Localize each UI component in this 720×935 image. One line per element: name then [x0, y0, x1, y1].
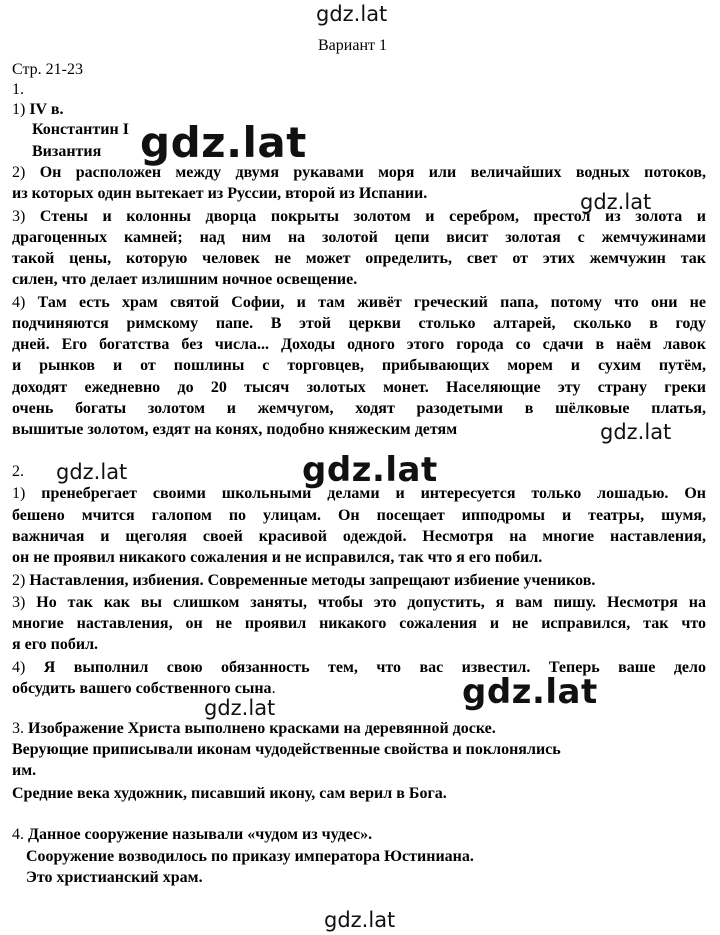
page-range: Стр. 21-23 — [12, 61, 83, 78]
task-number: 2. — [12, 463, 24, 480]
watermark: gdz.lat — [204, 696, 276, 720]
answer-number: 3) — [12, 208, 26, 225]
answer-text: дней. Его богатства без числа... Доходы одного этого города со сдачи в наём лавок — [12, 336, 706, 353]
answer-text: я его побил. — [12, 636, 99, 653]
answer-text: Я выполнил свою обязанность тем, что вас известил. Теперь ваше дело — [43, 659, 707, 676]
answer-text: обсудить вашего собственного сына — [12, 680, 272, 697]
answer-line — [12, 679, 276, 699]
answer-text: доходят ежедневно до 20 тысяч золотых монет. Населяющие эту страну греки — [12, 379, 706, 396]
answer-text: Данное сооружение называли «чудом из чудес». — [28, 826, 373, 843]
answer-text: Средние века художник, писавший икону, сам верил в Бога. — [12, 785, 447, 802]
watermark: gdz.lat — [580, 190, 652, 214]
answer-text: силен, что делает излишним ночное освещение. — [12, 271, 358, 288]
watermark: gdz.lat — [600, 420, 672, 444]
answer-line — [12, 163, 706, 183]
answer-text: Изображение Христа выполнено красками на деревянной доске. — [28, 720, 496, 737]
answer-text: пренебрегает своими школьными делами и интересуется только лошадью. Он — [41, 485, 707, 502]
answer-number: 2) — [12, 164, 26, 181]
watermark: gdz.lat — [462, 672, 598, 712]
watermark: gdz.lat — [316, 2, 388, 26]
answer-text: Это христианский храм. — [26, 869, 203, 886]
answer-text: Но так как вы слишком заняты, чтобы это допустить, я вам пишу. Несмотря на — [36, 594, 707, 611]
answer-text: очень богаты золотом и жемчугом, ходят разодетыми в шёлковые платья, — [12, 400, 706, 417]
watermark: gdz.lat — [302, 450, 438, 490]
task-number: 3. — [12, 720, 24, 737]
answer-text: бешено мчится галопом по улицам. Он посещает ипподромы и театры, шумя, — [12, 507, 706, 524]
answer-text: вышитые золотом, ездят на конях, подобно княжеским детям — [12, 421, 458, 438]
answer-text: Он расположен между двумя рукавами моря или величайших водных потоков, — [39, 164, 707, 181]
answer-number: 1) — [12, 485, 26, 502]
task-number: 4. — [12, 826, 24, 843]
answer-line — [12, 484, 706, 504]
answer-text: он не проявил никакого сожаления и не исправился, так что я его побил. — [12, 549, 543, 566]
answer-text: подчиняются римскому папе. В этой церкви столько алтарей, сколько в году — [12, 315, 706, 332]
answer-text: Стены и колонны дворца покрыты золотом и серебром, престол из золота и — [39, 208, 707, 225]
answer-text: из которых один вытекает из Руссии, второй из Испании. — [12, 185, 428, 202]
answer-text: Наставления, избиения. Современные методы запрещают избиение учеников. — [29, 572, 596, 589]
answer-number: 4) — [12, 294, 26, 311]
answer-text: и рынков и от пошлины с торговцев, прибывающих морем и сухим путём, — [12, 357, 706, 374]
answer-line — [12, 571, 595, 591]
answer-text: IV в. — [29, 101, 64, 118]
answer-text: им. — [12, 762, 37, 779]
answer-line — [12, 293, 706, 313]
answer-line — [12, 100, 63, 120]
answer-line — [12, 825, 372, 845]
answer-number: 2) — [12, 572, 26, 589]
answer-line — [12, 593, 706, 613]
answer-text: Там есть храм святой Софии, и там живёт греческий папа, потому что они не — [37, 294, 707, 311]
answer-text: важничая и щеголяя своей красивой одеждой. Несмотря на многие наставления, — [12, 528, 706, 545]
watermark: gdz.lat — [324, 908, 396, 932]
variant-heading: Вариант 1 — [318, 37, 387, 54]
answer-text: Константин I — [32, 121, 129, 138]
answer-number: 1) — [12, 101, 26, 118]
answer-text: многие наставления, он не проявил никакого сожаления и не исправился, так что — [12, 615, 706, 632]
answer-text: Сооружение возводилось по приказу императора Юстиниана. — [26, 848, 474, 865]
answer-text: драгоценных камней; над ним на золотой цепи висит золотая с жемчужинами — [12, 229, 706, 246]
answer-number: 4) — [12, 659, 26, 676]
answer-line — [12, 719, 496, 739]
answer-number: 3) — [12, 594, 26, 611]
watermark: gdz.lat — [56, 460, 128, 484]
watermark: gdz.lat — [140, 118, 307, 167]
answer-line — [12, 207, 706, 227]
answer-line — [12, 658, 706, 678]
task-number: 1. — [12, 81, 24, 98]
sentence-end: . — [271, 680, 276, 697]
answer-text: такой цены, которую человек не может определить, свет от этих жемчужин так — [12, 250, 706, 267]
answer-text: Византия — [32, 143, 102, 160]
answer-text: Верующие приписывали иконам чудодейственные свойства и поклонялись — [12, 741, 561, 758]
